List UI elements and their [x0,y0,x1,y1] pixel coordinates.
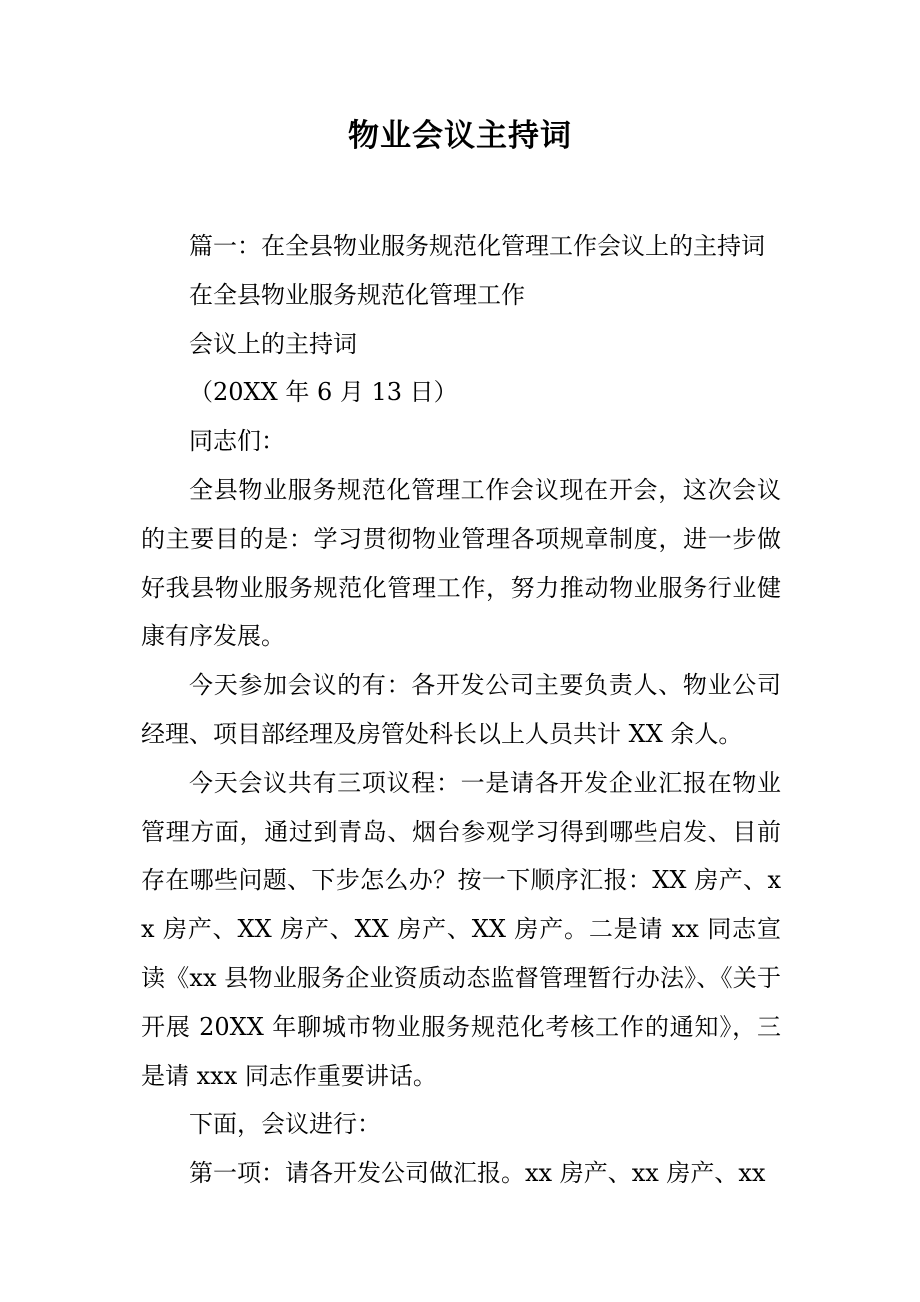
paragraph-attendees: 今天参加会议的有：各开发公司主要负责人、物业公司经理、项目部经理及房管处科长以上人员共计 XX 余人。 [141,671,781,748]
document-body [141,222,781,1198]
paragraph-item-one: 第一项：请各开发公司做汇报。xx 房产、xx 房产、xx [189,1159,766,1188]
document-title: 物业会议主持词 [348,118,572,154]
paragraph-opening: 全县物业服务规范化管理工作会议现在开会，这次会议的主要目的是：学习贯彻物业管理各项规章制度，进一步做好我县物业服务规范化管理工作，努力推动物业服务行业健康有序发展。 [141,475,781,651]
paragraph-title-line-2: 会议上的主持词 [189,329,357,358]
paragraph-agenda: 今天会议共有三项议程：一是请各开发企业汇报在物业管理方面，通过到青岛、烟台参观学习得到哪些启发、目前存在哪些问题、下步怎么办？按一下顺序汇报：XX 房产、xx 房产、XX 房产、XX 房产、XX 房产。二是请 xx 同志宣读《xx 县物业服务企业资质动态监督管理暂行办法》、《关于开展 20XX 年聊城市物业服务规范化考核工作的通知》，三是请 xxx 同志作重要讲话。 [141,768,781,1090]
paragraph-salutation: 同志们： [189,427,285,456]
paragraph-date: （20XX 年 6 月 13 日） [189,378,458,407]
paragraph-section-heading: 篇一：在全县物业服务规范化管理工作会议上的主持词 [189,232,765,260]
paragraph-title-line-1: 在全县物业服务规范化管理工作 [189,280,525,309]
paragraph-proceed: 下面，会议进行： [189,1110,381,1139]
